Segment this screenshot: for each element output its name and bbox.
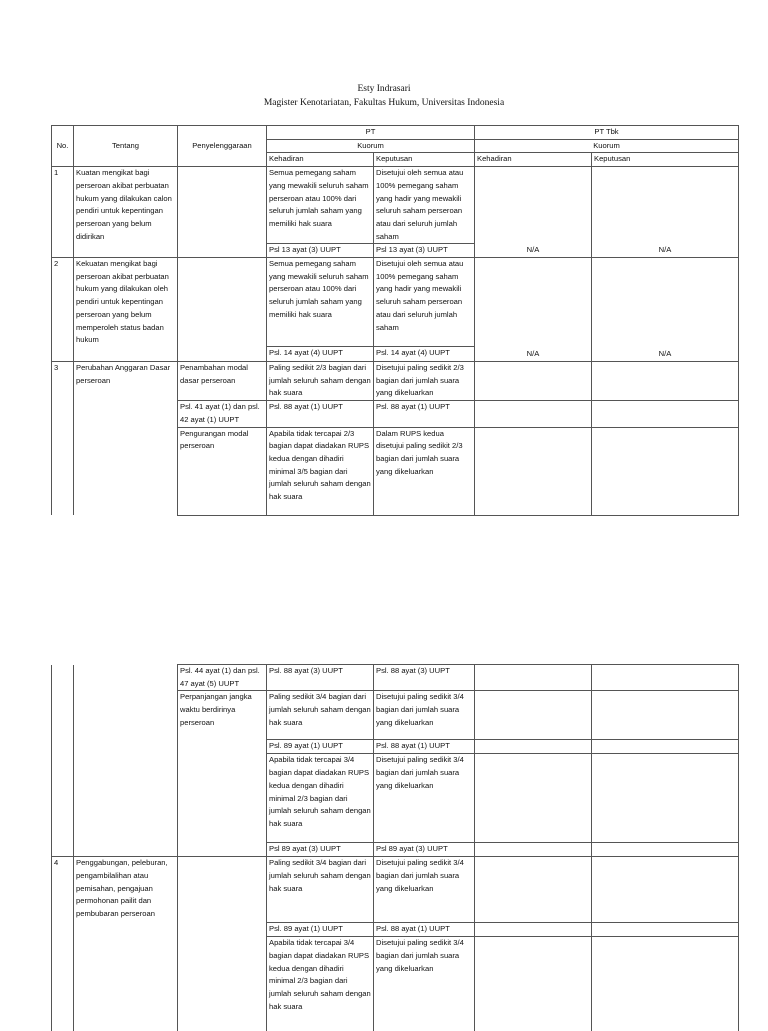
row2-penyelenggaraan — [178, 258, 267, 362]
row4-kehadiran-ref: Psl. 89 ayat (1) UUPT — [267, 923, 374, 937]
header-penyelenggaraan: Penyelenggaraan — [178, 126, 267, 167]
row1-keputusan-ref: Psl 13 ayat (3) UUPT — [374, 244, 475, 258]
header-tbk-kuorum: Kuorum — [475, 139, 739, 153]
cont-r4-tbk-keputusan — [592, 754, 739, 843]
row4-tentang: Penggabungan, peleburan, pengambilalihan atau pemisahan, pengajuan permohonan pailit dan pembubaran perseroan — [74, 857, 178, 1031]
row2-keputusan-ref: Psl. 14 ayat (4) UUPT — [374, 347, 475, 362]
cont-r4-tbk-kehadiran — [475, 754, 592, 843]
row4-sub2-kehadiran: Apabila tidak tercapai 3/4 bagian dapat diadakan RUPS kedua dengan dihadiri minimal 2/3 bagian dari jumlah seluruh saham dengan hak suara — [267, 937, 374, 1031]
cont-r3-kehadiran: Psl. 89 ayat (1) UUPT — [267, 740, 374, 754]
quorum-table-part-1 — [51, 125, 739, 516]
row3-sub1-tbk-kehadiran — [475, 362, 592, 401]
row1-kehadiran: Semua pemegang saham yang mewakili seluruh saham perseroan atau 100% dari seluruh jumlah saham yang memiliki hak suara — [267, 167, 374, 244]
author-affiliation: Magister Kenotariatan, Fakultas Hukum, Universitas Indonesia — [263, 98, 505, 108]
header-tentang: Tentang — [74, 126, 178, 167]
header-pt-kehadiran: Kehadiran — [267, 153, 374, 167]
cont-r2-tbk-kehadiran — [475, 691, 592, 740]
row4-ref-tbk-kehadiran — [475, 923, 592, 937]
row3-sub1-ref-tbk-kehadiran — [475, 401, 592, 427]
row3-tentang: Perubahan Anggaran Dasar perseroan — [74, 362, 178, 516]
header-tbk-kehadiran: Kehadiran — [475, 153, 592, 167]
row1-kehadiran-ref: Psl 13 ayat (3) UUPT — [267, 244, 374, 258]
header-pt-tbk: PT Tbk — [475, 126, 739, 140]
cont-r1-keputusan: Psl. 88 ayat (3) UUPT — [374, 665, 475, 691]
row3-sub2-tbk-keputusan — [592, 427, 739, 515]
row2-kehadiran-ref: Psl. 14 ayat (4) UUPT — [267, 347, 374, 362]
cont-r4-kehadiran: Apabila tidak tercapai 3/4 bagian dapat diadakan RUPS kedua dengan dihadiri minimal 2/3 bagian dari jumlah seluruh saham dengan hak suara — [267, 754, 374, 843]
header-pt-kuorum: Kuorum — [267, 139, 475, 153]
row3-sub1-ref-tbk-keputusan — [592, 401, 739, 427]
cont-r3-tbk-keputusan — [592, 740, 739, 754]
author-name: Esty Indrasari — [357, 84, 411, 94]
cont-r5-kehadiran: Psl 89 ayat (3) UUPT — [267, 843, 374, 857]
row1-tentang: Kuatan mengikat bagi perseroan akibat perbuatan hukum yang dilakukan calon pendiri untuk kepentingan perseroan yang belum didirikan — [74, 167, 178, 258]
row4-kehadiran: Paling sedikit 3/4 bagian dari jumlah seluruh saham dengan hak suara — [267, 857, 374, 923]
header-no: No. — [52, 126, 74, 167]
cont-r2-keputusan: Disetujui paling sedikit 3/4 bagian dari jumlah suara yang dikeluarkan — [374, 691, 475, 740]
cont-r5-tbk-keputusan — [592, 843, 739, 857]
cont-tentang — [74, 665, 178, 857]
cont-no — [52, 665, 74, 857]
cont-r1-penyelenggaraan: Psl. 44 ayat (1) dan psl. 47 ayat (5) UUPT — [178, 665, 267, 691]
quorum-table-part-2 — [51, 664, 739, 1031]
header-pt: PT — [267, 126, 475, 140]
row3-sub2-kehadiran: Apabila tidak tercapai 2/3 bagian dapat diadakan RUPS kedua dengan dihadiri minimal 3/5 bagian dari jumlah seluruh saham dengan hak suara — [267, 427, 374, 515]
row3-sub2-tbk-kehadiran — [475, 427, 592, 515]
row1-penyelenggaraan — [178, 167, 267, 258]
row2-tbk-kehadiran: N/A — [475, 258, 592, 362]
row3-sub1-keputusan: Disetujui paling sedikit 2/3 bagian dari jumlah suara yang dikeluarkan — [374, 362, 475, 401]
cont-r4-keputusan: Disetujui paling sedikit 3/4 bagian dari jumlah suara yang dikeluarkan — [374, 754, 475, 843]
row2-keputusan: Disetujui oleh semua atau 100% pemegang saham yang hadir yang mewakili seluruh saham perseroan atau dari seluruh jumlah saham — [374, 258, 475, 347]
cont-r3-tbk-kehadiran — [475, 740, 592, 754]
row3-sub1-penyelenggaraan: Penambahan modal dasar perseroan — [178, 362, 267, 401]
cont-r1-tbk-keputusan — [592, 665, 739, 691]
row4-sub2-keputusan: Disetujui paling sedikit 3/4 bagian dari jumlah suara yang dikeluarkan — [374, 937, 475, 1031]
row3-sub1-penyelenggaraan-ref: Psl. 41 ayat (1) dan psl. 42 ayat (1) UUPT — [178, 401, 267, 427]
row2-tbk-keputusan: N/A — [592, 258, 739, 362]
row4-no: 4 — [52, 857, 74, 1031]
row2-kehadiran: Semua pemegang saham yang mewakili seluruh saham perseroan atau 100% dari seluruh jumlah saham yang memiliki hak suara — [267, 258, 374, 347]
cont-r3-keputusan: Psl. 88 ayat (1) UUPT — [374, 740, 475, 754]
row4-penyelenggaraan — [178, 857, 267, 1031]
row4-ref-tbk-keputusan — [592, 923, 739, 937]
header-pt-keputusan: Keputusan — [374, 153, 475, 167]
row4-sub2-tbk-keputusan — [592, 937, 739, 1031]
row2-tentang: Kekuatan mengikat bagi perseroan akibat perbuatan hukum yang dilakukan oleh pendiri untuk kepentingan perseroan yang belum memperoleh status badan hukum — [74, 258, 178, 362]
row3-sub1-keputusan-ref: Psl. 88 ayat (1) UUPT — [374, 401, 475, 427]
row1-tbk-keputusan: N/A — [592, 167, 739, 258]
cont-r2-penyelenggaraan: Perpanjangan jangka waktu berdirinya perseroan — [178, 691, 267, 857]
row4-sub2-tbk-kehadiran — [475, 937, 592, 1031]
header-tbk-keputusan: Keputusan — [592, 153, 739, 167]
cont-r5-tbk-kehadiran — [475, 843, 592, 857]
row4-tbk-keputusan — [592, 857, 739, 923]
row4-keputusan: Disetujui paling sedikit 3/4 bagian dari jumlah suara yang dikeluarkan — [374, 857, 475, 923]
row4-keputusan-ref: Psl. 88 ayat (1) UUPT — [374, 923, 475, 937]
row3-sub1-kehadiran: Paling sedikit 2/3 bagian dari jumlah seluruh saham dengan hak suara — [267, 362, 374, 401]
row4-tbk-kehadiran — [475, 857, 592, 923]
row1-no: 1 — [52, 167, 74, 258]
row3-sub1-tbk-keputusan — [592, 362, 739, 401]
row3-no: 3 — [52, 362, 74, 516]
row1-keputusan: Disetujui oleh semua atau 100% pemegang saham yang hadir yang mewakili seluruh saham perseroan atau dari seluruh jumlah saham — [374, 167, 475, 244]
cont-r2-tbk-keputusan — [592, 691, 739, 740]
row3-sub2-keputusan: Dalam RUPS kedua disetujui paling sedikit 2/3 bagian dari jumlah suara yang dikeluarkan — [374, 427, 475, 515]
cont-r1-tbk-kehadiran — [475, 665, 592, 691]
row3-sub1-kehadiran-ref: Psl. 88 ayat (1) UUPT — [267, 401, 374, 427]
row1-tbk-kehadiran: N/A — [475, 167, 592, 258]
row2-no: 2 — [52, 258, 74, 362]
cont-r5-keputusan: Psl 89 ayat (3) UUPT — [374, 843, 475, 857]
cont-r1-kehadiran: Psl. 88 ayat (3) UUPT — [267, 665, 374, 691]
cont-r2-kehadiran: Paling sedikit 3/4 bagian dari jumlah seluruh saham dengan hak suara — [267, 691, 374, 740]
row3-sub2-penyelenggaraan: Pengurangan modal perseroan — [178, 427, 267, 515]
